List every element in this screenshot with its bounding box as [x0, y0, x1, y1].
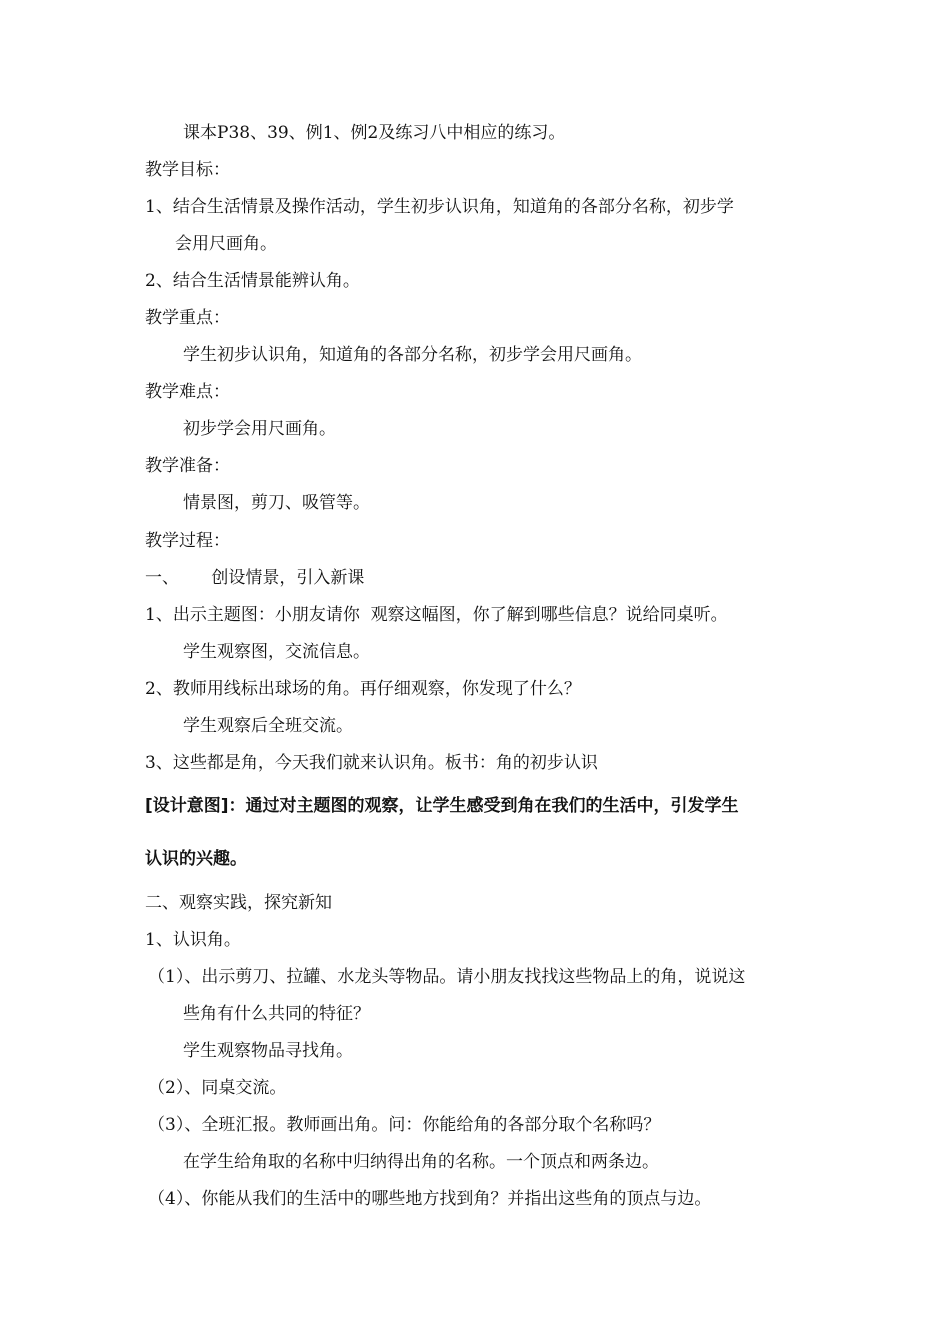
text-line: （1）、出示剪刀、拉罐、水龙头等物品。请小朋友找找这些物品上的角，说说这: [148, 967, 746, 987]
text-line: 学生观察物品寻找角。: [183, 1041, 353, 1061]
text-line: （4）、你能从我们的生活中的哪些地方找到角？并指出这些角的顶点与边。: [148, 1189, 712, 1209]
text-line: 1、结合生活情景及操作活动，学生初步认识角，知道角的各部分名称，初步学: [145, 197, 734, 217]
text-line: （2）、同桌交流。: [148, 1078, 287, 1098]
design-intent-line: [设计意图]：通过对主题图的观察，让学生感受到角在我们的生活中，引发学生: [145, 796, 739, 816]
text-line: 2、结合生活情景能辨认角。: [145, 271, 360, 291]
text-line: 2、教师用线标出球场的角。再仔细观察，你发现了什么？: [145, 679, 581, 699]
text-line: 学生观察图，交流信息。: [183, 642, 370, 662]
text-line: （3）、全班汇报。教师画出角。问：你能给角的各部分取个名称吗？: [148, 1115, 661, 1135]
section-heading: 教学准备：: [145, 456, 230, 476]
section-heading: 教学目标：: [145, 160, 230, 180]
text-line: 学生初步认识角，知道角的各部分名称，初步学会用尺画角。: [183, 345, 642, 365]
text-line: 些角有什么共同的特征？: [183, 1004, 370, 1024]
text-line: 3、这些都是角，今天我们就来认识角。板书：角的初步认识: [145, 753, 598, 773]
text-line: 一、 创设情景，引入新课: [145, 568, 365, 588]
section-heading: 二、观察实践，探究新知: [145, 893, 332, 913]
text-line: 1、认识角。: [145, 930, 241, 950]
text-line: 课本P38、39、例1、例2及练习八中相应的练习。: [183, 123, 566, 143]
section-heading: 教学难点：: [145, 382, 230, 402]
text-line: 在学生给角取的名称中归纳得出角的名称。一个顶点和两条边。: [183, 1152, 659, 1172]
design-intent-line: 认识的兴趣。: [145, 849, 247, 869]
text-line: 会用尺画角。: [175, 234, 277, 254]
text-line: 1、出示主题图：小朋友请你 观察这幅图，你了解到哪些信息？说给同桌听。: [145, 605, 728, 625]
text-line: 初步学会用尺画角。: [183, 419, 336, 439]
section-heading: 教学重点：: [145, 308, 230, 328]
section-heading: 教学过程：: [145, 531, 230, 551]
text-line: 情景图，剪刀、吸管等。: [183, 493, 370, 513]
text-line: 学生观察后全班交流。: [183, 716, 353, 736]
